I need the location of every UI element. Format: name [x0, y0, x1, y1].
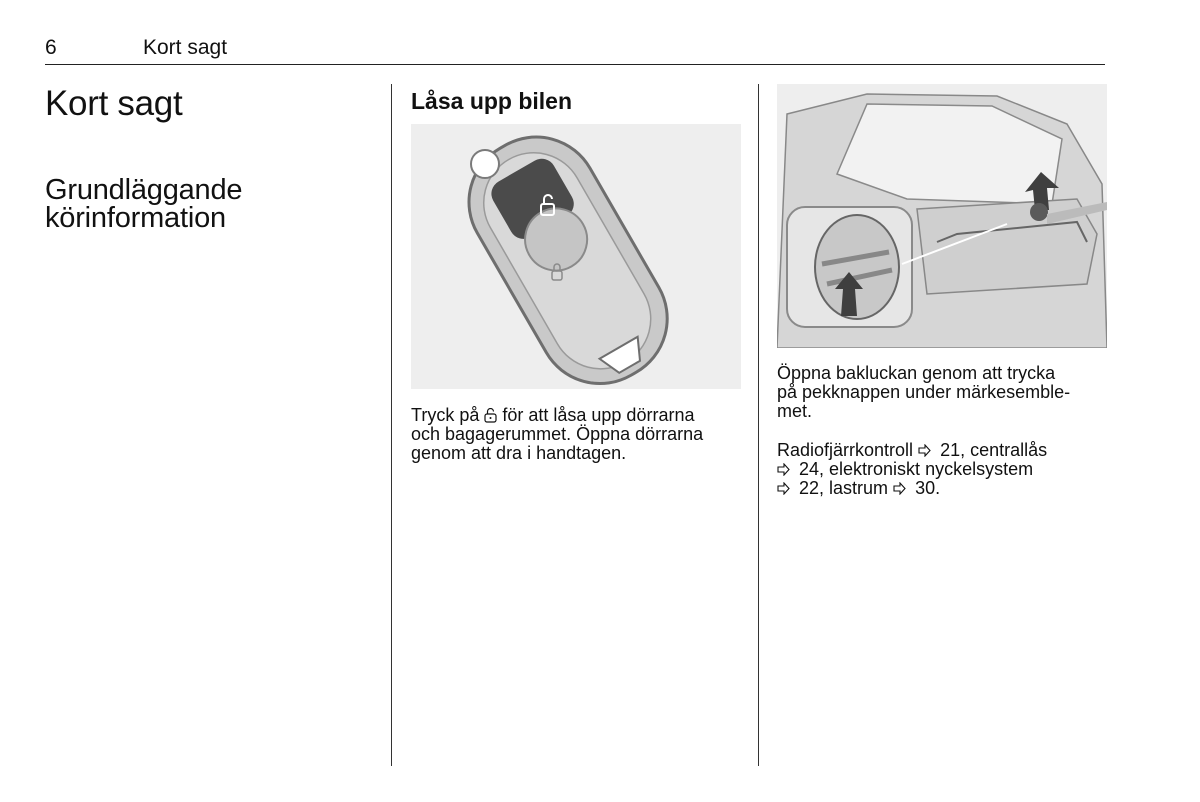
ref-radio-label: Radiofjärrkontroll — [777, 440, 914, 460]
ref-keyless-page: 22, lastrum — [794, 478, 889, 498]
ref-central-page: 24, elektroniskt nyckelsystem — [794, 459, 1034, 479]
running-title: Kort sagt — [143, 36, 228, 59]
instruction-line-3: genom att dra i handtagen. — [411, 443, 627, 463]
ref-radio-page: 21, centrallås — [935, 440, 1048, 460]
unlock-instructions — [411, 406, 751, 463]
column-divider-1 — [391, 84, 392, 766]
section-title-line2: körinformation — [45, 202, 226, 234]
subsection-heading: Låsa upp bilen — [411, 88, 573, 114]
section-title-line1: Grundläggande — [45, 174, 243, 206]
tailgate-line-1: Öppna bakluckan genom att trycka — [777, 363, 1056, 383]
tailgate-line-3: met. — [777, 401, 813, 421]
tailgate-line-2: på pekknappen under märkesemble- — [777, 382, 1071, 402]
page-reference-arrow-icon — [777, 482, 790, 495]
instruction-line-2: och bagagerummet. Öppna dörrarna — [411, 424, 704, 444]
key-fob-illustration — [411, 124, 741, 389]
unlock-icon — [484, 408, 497, 423]
page-reference-arrow-icon — [893, 482, 906, 495]
instruction-text-end: för att låsa upp dörrarna — [497, 405, 695, 425]
page-header — [45, 34, 1105, 65]
chapter-title: Kort sagt — [45, 84, 183, 123]
column-divider-2 — [758, 84, 759, 766]
cross-references — [777, 441, 1107, 498]
ref-cargo-page: 30. — [910, 478, 941, 498]
page-number: 6 — [45, 36, 57, 59]
page-reference-arrow-icon — [918, 444, 931, 457]
page-reference-arrow-icon — [777, 463, 790, 476]
section-title — [45, 176, 242, 232]
tailgate-instructions — [777, 364, 1107, 421]
tailgate-illustration — [777, 84, 1107, 348]
instruction-text-start: Tryck på — [411, 405, 480, 425]
